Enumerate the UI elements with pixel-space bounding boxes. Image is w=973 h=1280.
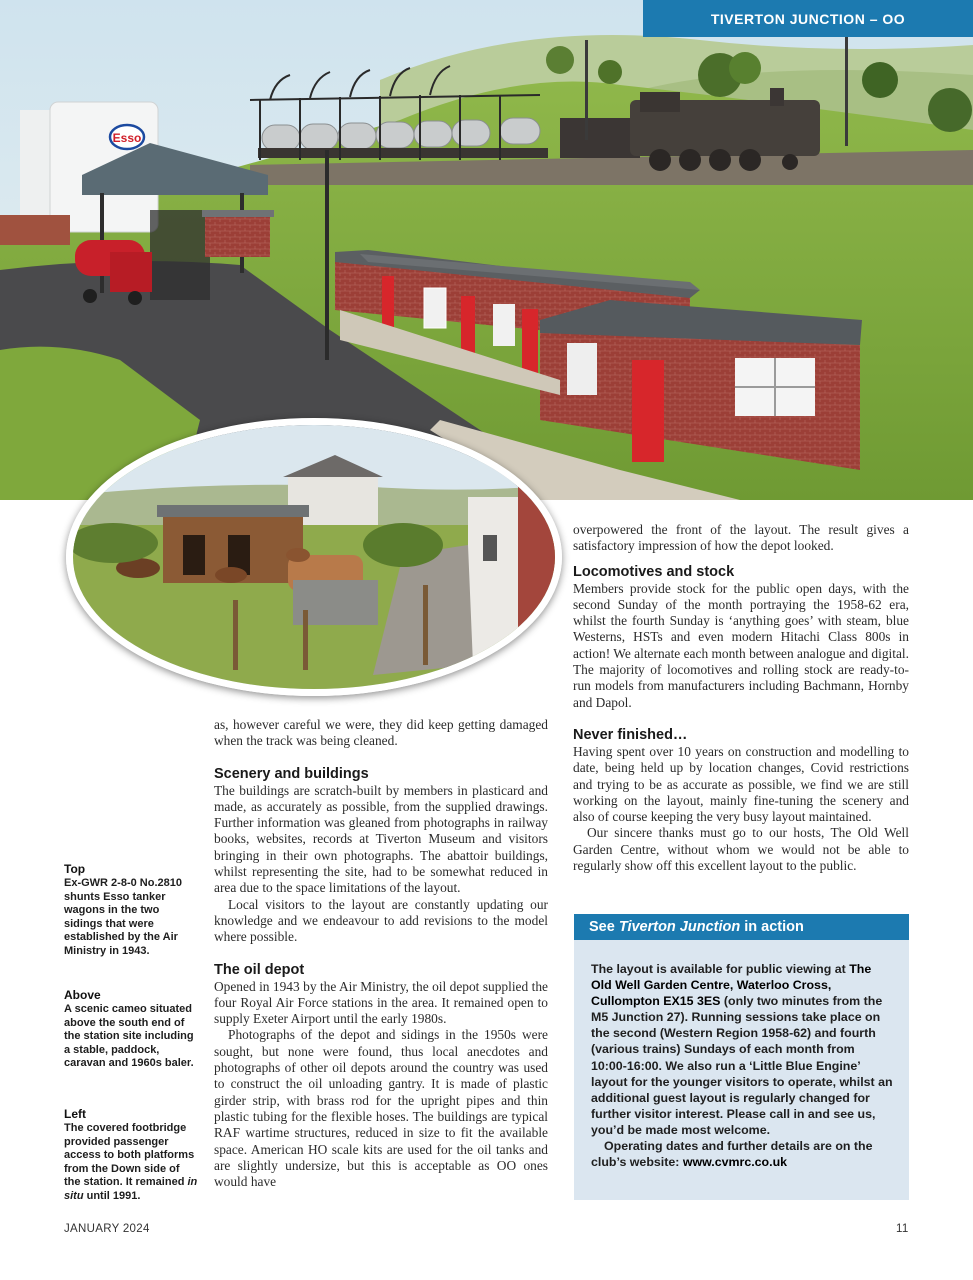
article-paragraph: overpowered the front of the layout. The result gives a satisfactory impression of how the depot looked. (573, 522, 909, 554)
heading-locomotives-stock: Locomotives and stock (573, 563, 735, 580)
caption-above-text: A scenic cameo situated above the south end of the station site including a stable, paddock, caravan and 1960s baler. (64, 1003, 194, 1070)
article-column-right (573, 522, 909, 874)
heading-oil-depot: The oil depot (214, 961, 305, 978)
boxout-text: (only two minutes from the M5 Junction 27). Running sessions take place on the second (Western Region 1958-62) and fourth (various trains) Sundays of each month from 10:00-16:00. We also run a ‘Little Blue Engine’ layout for the younger visitors to operate, whilst an additional guest layout is regularly changed for further visitor interest. Please call in and see us, you’d be made most welcome. (591, 994, 893, 1137)
boxout-paragraph (591, 961, 893, 1138)
oval-inset-illustration (73, 425, 555, 689)
article-paragraph: The buildings are scratch-built by members in plasticard and made, as accurately as possible, from the supplied drawings. Further information was gleaned from photographs in railway books, websites, records at Tiverton Museum and visitors bringing in their own photographs. The abattoir buildings, whilst representing the site, had to be somewhat reduced in area due to the space limitations of the layout. (214, 782, 548, 896)
boxout-body (574, 940, 909, 1170)
boxout-address: The Old Well Garden Centre, Waterloo Cross, Cullompton EX15 3ES (591, 962, 872, 1009)
caption-above-title: Above (64, 988, 101, 1002)
boxout-website-link[interactable]: www.cvmrc.co.uk (682, 1155, 788, 1170)
boxout-heading (574, 914, 909, 940)
caption-left-text-italic: in situ (64, 1176, 198, 1202)
boxout-paragraph (591, 1138, 893, 1170)
boxout-heading-suffix: in action (740, 919, 804, 935)
hero-photo-illustration (0, 0, 973, 500)
section-tag: TIVERTON JUNCTION – OO (643, 0, 973, 37)
boxout-text: The layout is available for public viewing at (591, 962, 850, 976)
article-paragraph: Photographs of the depot and sidings in the 1950s were sought, but none were found, thus local anecdotes and photographs of other oil depots around the country was used to construct the oil unloading gantry. It is made of plastic girder strip, with brass rod for the upright pipes and thin plastic tubing for the flexible hoses. The buildings are typical RAF wartime structures, reduced in size to fit the available space. American HO scale kits are used for the oil tanks and are slightly undersize, but this is acceptable as OO ones would have (214, 1027, 548, 1190)
caption-top-text: Ex-GWR 2-8-0 No.2810 shunts Esso tanker wagons in the two sidings that were established by the Air Ministry in 1943. (64, 877, 182, 957)
boxout-heading-prefix: See (589, 919, 619, 935)
boxout-panel (574, 914, 909, 1200)
article-paragraph: Opened in 1943 by the Air Ministry, the oil depot supplied the four Royal Air Force stations in the area. It remained open to supply Exeter Airport until the early 1980s. (214, 978, 548, 1027)
heading-scenery-buildings: Scenery and buildings (214, 765, 369, 782)
caption-top (64, 862, 198, 959)
heading-never-finished: Never finished… (573, 726, 688, 743)
article-paragraph: as, however careful we were, they did keep getting damaged when the track was being cleaned. (214, 717, 548, 749)
esso-sign-text: Esso (112, 131, 142, 145)
caption-above (64, 988, 198, 1071)
boxout-heading-italic: Tiverton Junction (618, 919, 741, 935)
oval-inset-photo (66, 418, 562, 696)
caption-left-text (64, 1122, 198, 1204)
caption-top-title: Top (64, 862, 86, 876)
article-paragraph: Local visitors to the layout are constantly updating our knowledge and we endeavour to add revisions to the model where possible. (214, 896, 548, 945)
hero-photo (0, 0, 973, 500)
article-paragraph: Our sincere thanks must go to our hosts, The Old Well Garden Centre, without whom we would not be able to regularly show off this excellent layout to the public. (573, 825, 909, 874)
article-paragraph: Members provide stock for the public open days, with the second Sunday of the month portraying the 1958-62 era, whilst the fourth Sunday is ‘anything goes’ with steam, blue Westerns, HSTs and even modern Hitachi Class 800s in action! We alternate each month between analogue and digital. The majority of locomotives and rolling stock are ready-to-run models from manufacturers including Bachmann, Hornby and Dapol. (573, 580, 909, 710)
caption-left (64, 1107, 198, 1204)
footer-issue-date: JANUARY 2024 (64, 1223, 150, 1235)
article-paragraph: Having spent over 10 years on construction and modelling to date, being held up by location changes, Covid restrictions and trying to be as accurate as possible, we find we are still working on the layout, mainly fine-tuning the scenery and also of course keeping the very busy layout maintained. (573, 743, 909, 825)
caption-left-text-end: until 1991. (83, 1189, 141, 1202)
caption-left-title: Left (64, 1107, 86, 1121)
caption-left-text-main: The covered footbridge provided passenger access to both platforms from the Down side of the station. It remained (64, 1122, 195, 1189)
footer-page-number: 11 (896, 1223, 909, 1235)
article-column-middle (214, 717, 548, 1190)
boxout-text: Operating dates and further details are on the club’s website: (591, 1139, 873, 1170)
